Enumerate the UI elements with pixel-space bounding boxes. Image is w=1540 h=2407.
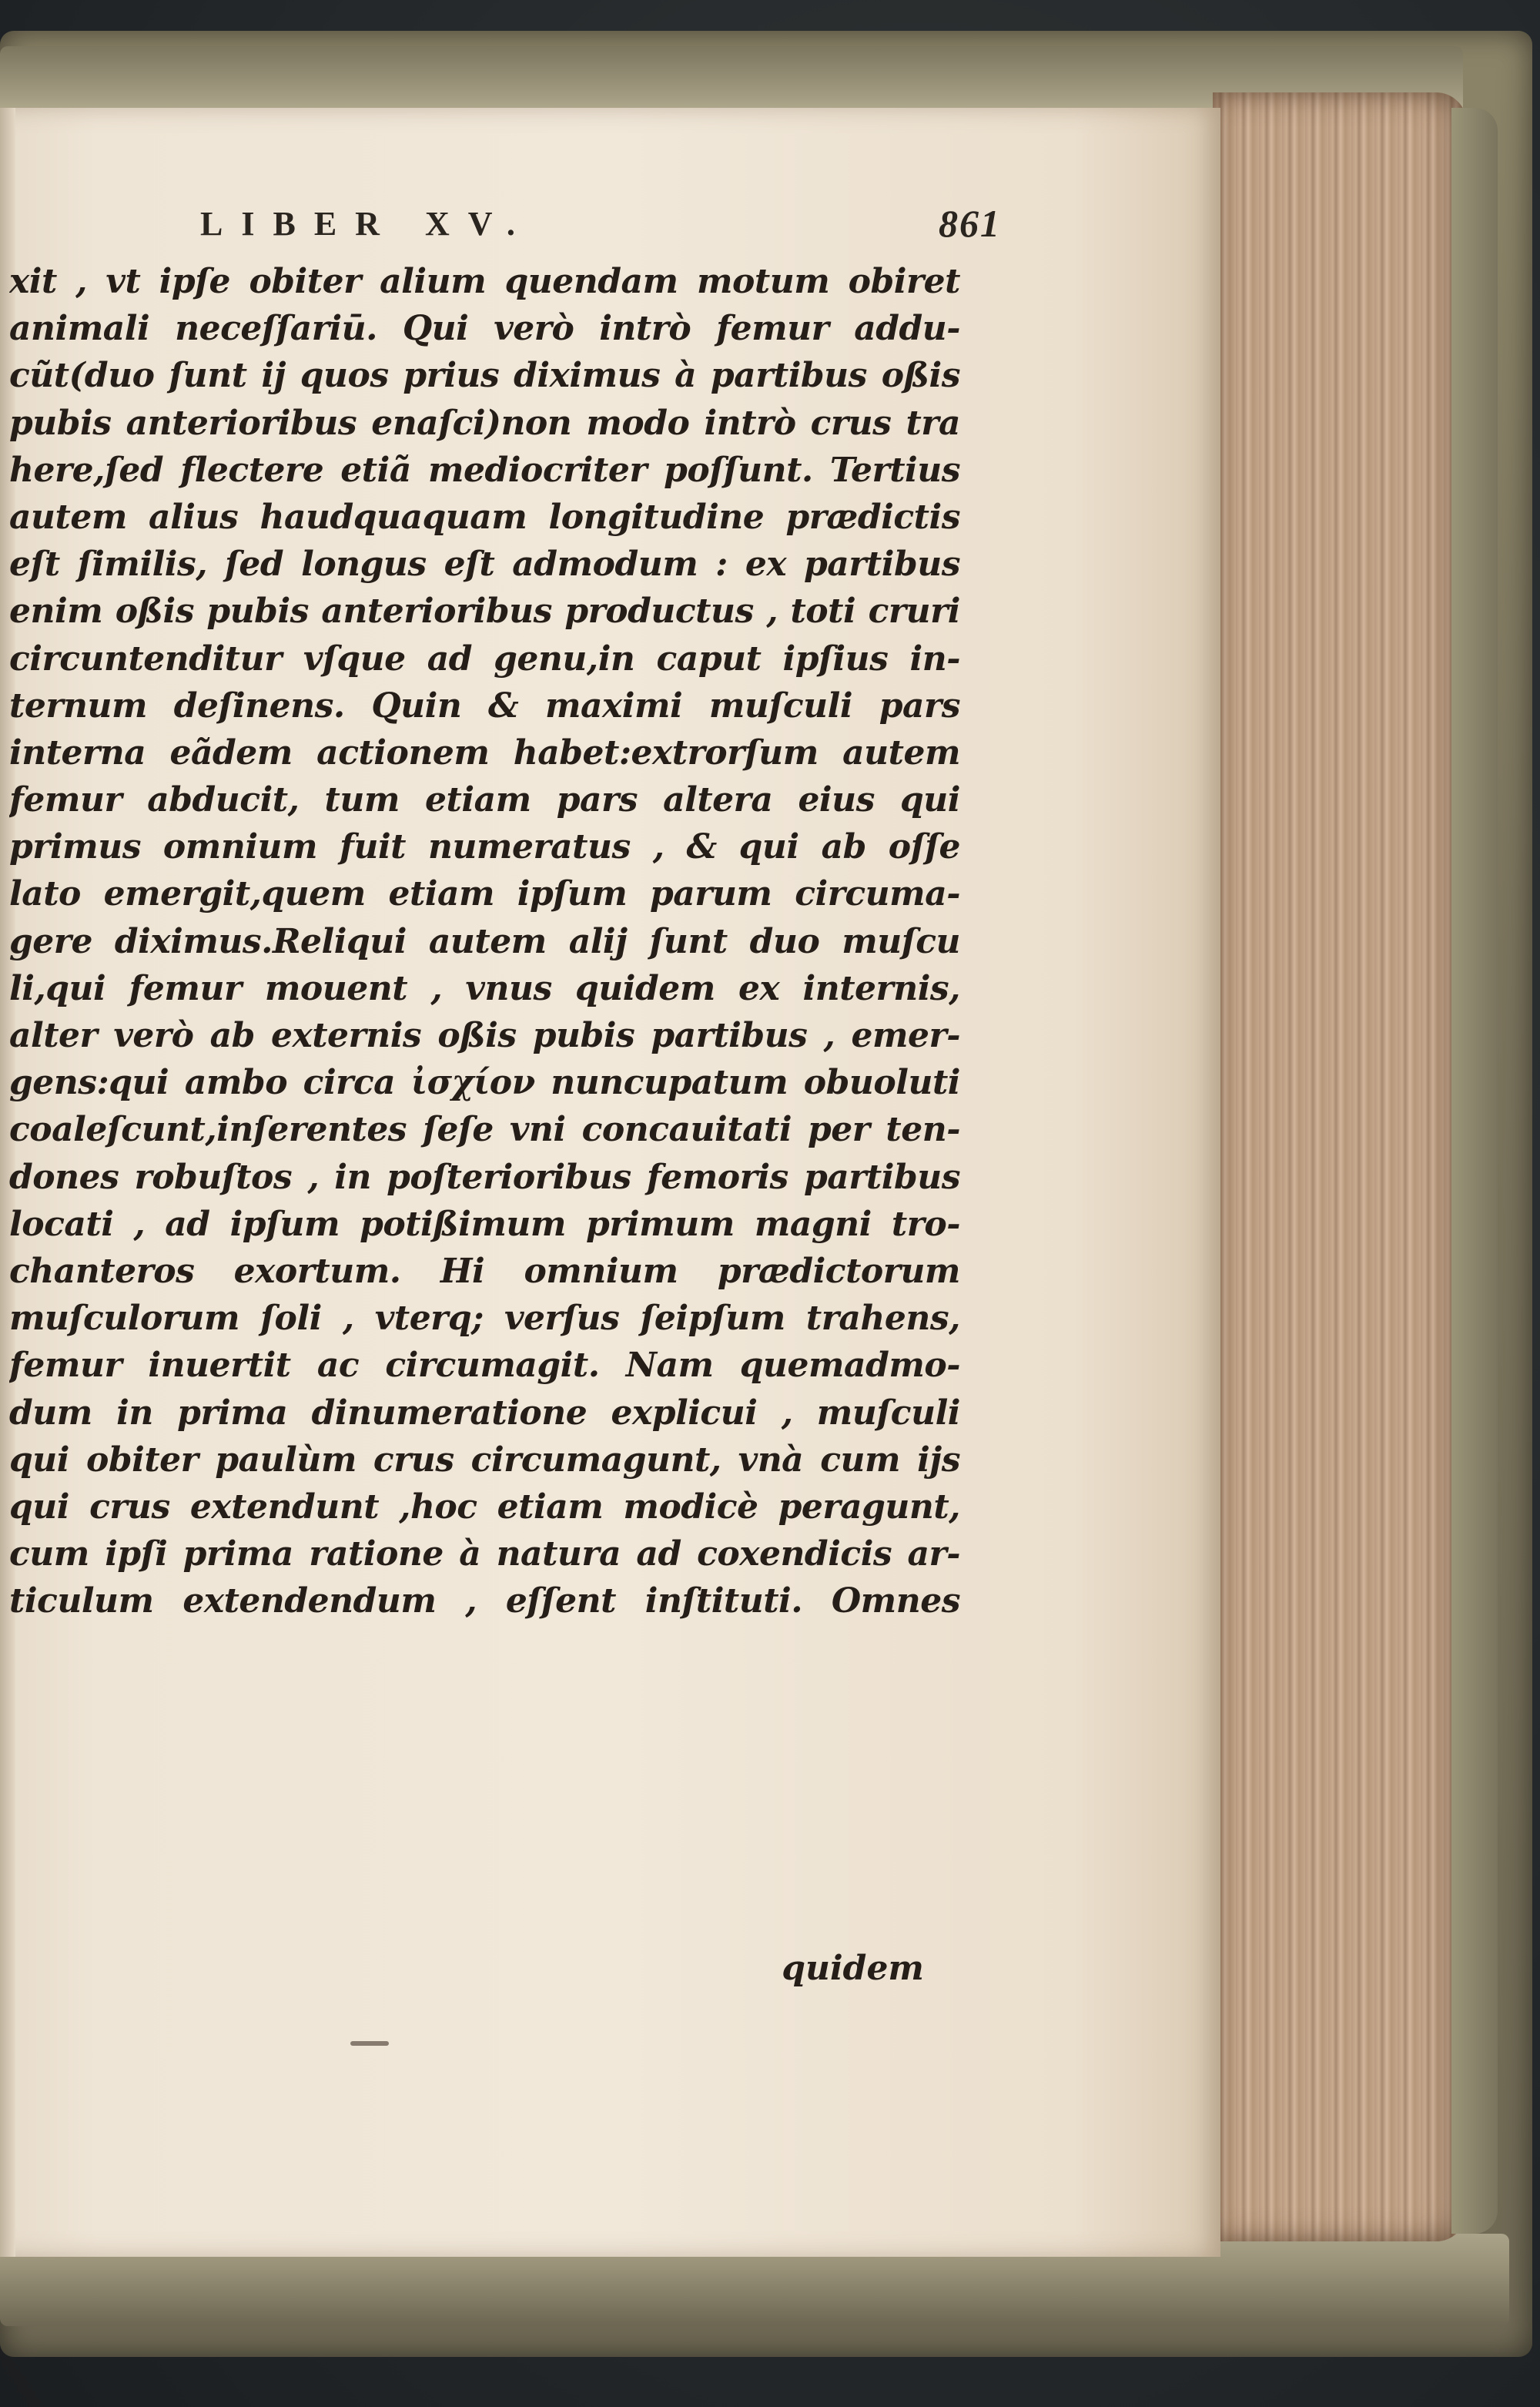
text-line: li,qui femur mouent , vnus quidem ex internis, bbox=[9, 968, 960, 1008]
text-line: cum ipſi prima ratione à natura ad coxendicis ar- bbox=[9, 1534, 960, 1574]
text-line: gere diximus.Reliqui autem alij ſunt duo muſcu bbox=[9, 921, 960, 961]
text-line: interna eãdem actionem habet:extrorſum autem bbox=[9, 732, 960, 773]
text-line: primus omnium fuit numeratus , & qui ab oſſe bbox=[9, 827, 960, 867]
text-line: circuntenditur vſque ad genu,in caput ipſius in- bbox=[9, 639, 960, 679]
text-line: femur inuertit ac circumagit. Nam quemadmo- bbox=[9, 1346, 960, 1386]
text-line: ticulum extendendum , eſſent inſtituti. Omnes bbox=[9, 1581, 960, 1621]
text-line: xit , vt ipſe obiter alium quendam motum obiret bbox=[9, 262, 960, 301]
running-head: LIBER XV. bbox=[200, 204, 534, 243]
text-line: ternum deſinens. Quin & maximi muſculi pars bbox=[9, 686, 960, 726]
page-fore-edge bbox=[1213, 92, 1467, 2241]
body-text bbox=[9, 258, 964, 1624]
text-line: chanteros exortum. Hi omnium prædictorum bbox=[9, 1251, 960, 1291]
text-line: cũt(duo ſunt ij quos prius diximus à partibus oßis bbox=[9, 356, 960, 396]
text-line: qui obiter paulùm crus circumagunt, vnà cum ijs bbox=[9, 1440, 960, 1480]
text-line: qui crus extendunt ,hoc etiam modicè peragunt, bbox=[9, 1487, 960, 1527]
catchword: quidem bbox=[782, 1949, 924, 1988]
text-line: autem alius haudquaquam longitudine prædictis bbox=[9, 497, 960, 537]
text-line: eſt ſimilis, ſed longus eſt admodum : ex partibus bbox=[9, 545, 960, 585]
text-line: pubis anterioribus enaſci)non modo intrò crus tra bbox=[9, 403, 960, 443]
text-line: enim oßis pubis anterioribus productus , toti cruri bbox=[9, 592, 960, 632]
text-line: femur abducit, tum etiam pars altera eius qui bbox=[9, 780, 960, 820]
text-line: coaleſcunt,inſerentes ſeſe vni concauitati per ten- bbox=[9, 1110, 960, 1150]
text-line: dones robuſtos , in poſterioribus femoris partibus bbox=[9, 1157, 960, 1197]
text-line: dum in prima dinumeratione explicui , muſculi bbox=[9, 1393, 960, 1433]
text-line: locati , ad ipſum potißimum primum magni tro- bbox=[9, 1204, 960, 1244]
text-line: muſculorum ſoli , vterq; verſus ſeipſum trahens, bbox=[9, 1299, 960, 1339]
text-line: lato emergit,quem etiam ipſum parum circuma- bbox=[9, 874, 960, 914]
page-header bbox=[200, 204, 1001, 243]
text-line: gens:qui ambo circa ἰσχίον nuncupatum obuoluti bbox=[9, 1063, 960, 1103]
text-line: alter verò ab externis oßis pubis partibus , emer- bbox=[9, 1016, 960, 1055]
text-line: here,ſed flectere etiã mediocriter poſſunt. Tertius bbox=[9, 450, 960, 490]
ink-mark bbox=[350, 2041, 389, 2046]
page-number: 861 bbox=[939, 202, 1001, 245]
text-line: animali neceſſariū. Qui verò intrò femur addu- bbox=[9, 309, 960, 349]
